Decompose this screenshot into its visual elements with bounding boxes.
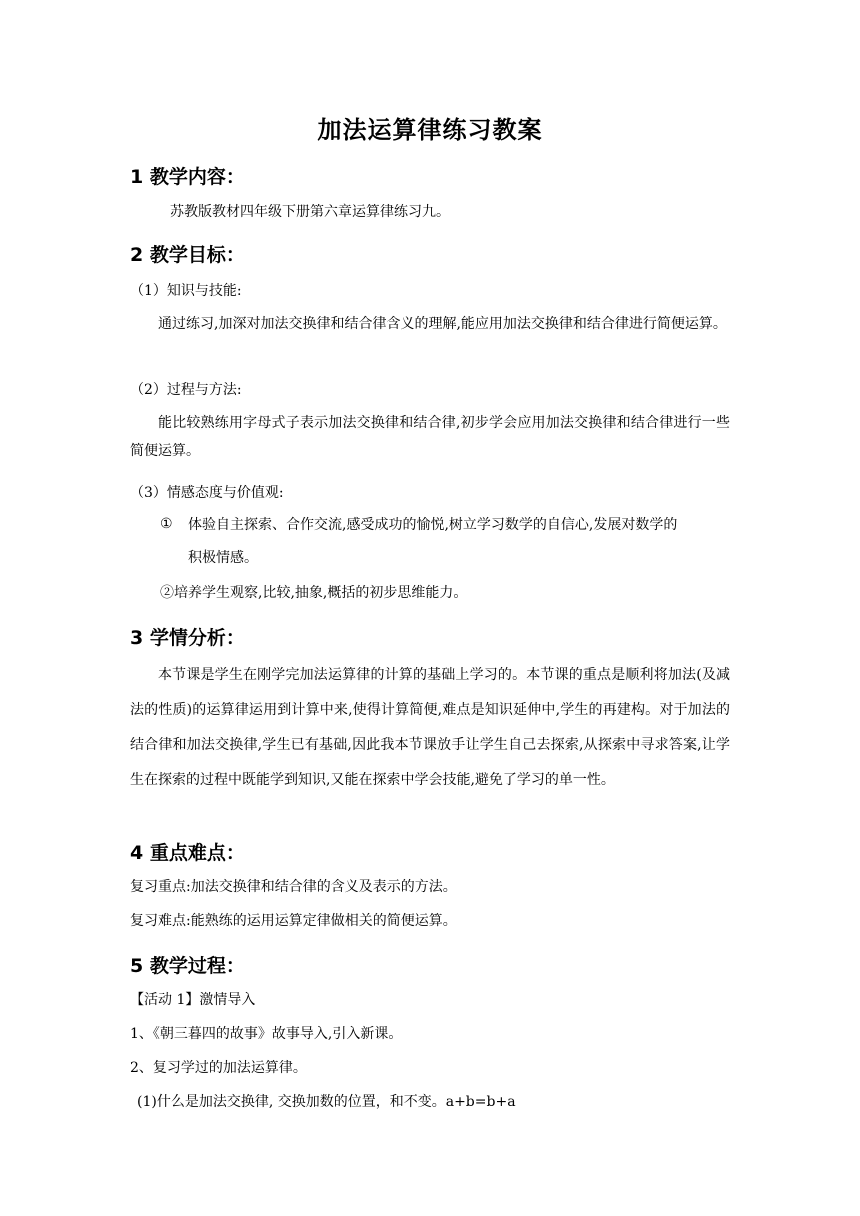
attitude-item-2: ②培养学生观察,比较,抽象,概括的初步思维能力。 — [160, 585, 468, 601]
process-step-2-question-1: (1)什么是加法交换律, 交换加数的位置，和不变。a+b=b+a — [137, 1094, 516, 1110]
attitude-item-1-line-2: 积极情感。 — [188, 550, 258, 566]
process-step-1: 1、《朝三暮四的故事》故事导入,引入新课。 — [130, 1026, 403, 1042]
section-heading-objectives: 2 教学目标： — [130, 244, 245, 266]
difficulty-text: 复习难点:能熟练的运用运算定律做相关的简便运算。 — [130, 913, 457, 929]
objective-label-attitude: （3）情感态度与价值观: — [130, 485, 284, 501]
process-step-2: 2、复习学过的加法运算律。 — [130, 1060, 307, 1076]
objective-text-process: 能比较熟练用字母式子表示加法交换律和结合律,初步学会应用加法交换律和结合律进行一些简便运算。 — [130, 415, 730, 459]
list-marker-circled-1: ① — [160, 516, 173, 532]
content-text: 苏教版教材四年级下册第六章运算律练习九。 — [170, 204, 450, 220]
objective-label-knowledge: （1）知识与技能: — [130, 283, 242, 299]
section-heading-analysis: 3 学情分析： — [130, 627, 245, 649]
attitude-item-1-line-1: 体验自主探索、合作交流,感受成功的愉悦,树立学习数学的自信心,发展对数学的 — [188, 517, 678, 533]
objective-text-knowledge: 通过练习,加深对加法交换律和结合律含义的理解,能应用加法交换律和结合律进行简便运算。 — [158, 316, 727, 332]
document-title: 加法运算律练习教案 — [317, 116, 543, 144]
section-heading-key-points: 4 重点难点： — [130, 842, 245, 864]
activity-1-label: 【活动 1】激情导入 — [130, 992, 256, 1008]
analysis-text: 本节课是学生在刚学完加法运算律的计算的基础上学习的。本节课的重点是顺利将加法(及减法的性质)的运算律运用到计算中来,使得计算简便,难点是知识延伸中,学生的再建构。对于加法的结合律和加法交换律,学生已有基础,因此我本节课放手让学生自己去探索,从探索中寻求答案,让学生在探索的过程中既能学到知识,又能在探索中学会技能,避免了学习的单一性。 — [130, 667, 730, 788]
key-point-text: 复习重点:加法交换律和结合律的含义及表示的方法。 — [130, 879, 457, 895]
objective-label-process: （2）过程与方法: — [130, 382, 242, 398]
section-heading-process: 5 教学过程： — [130, 955, 245, 977]
section-heading-content: 1 教学内容： — [130, 166, 245, 188]
